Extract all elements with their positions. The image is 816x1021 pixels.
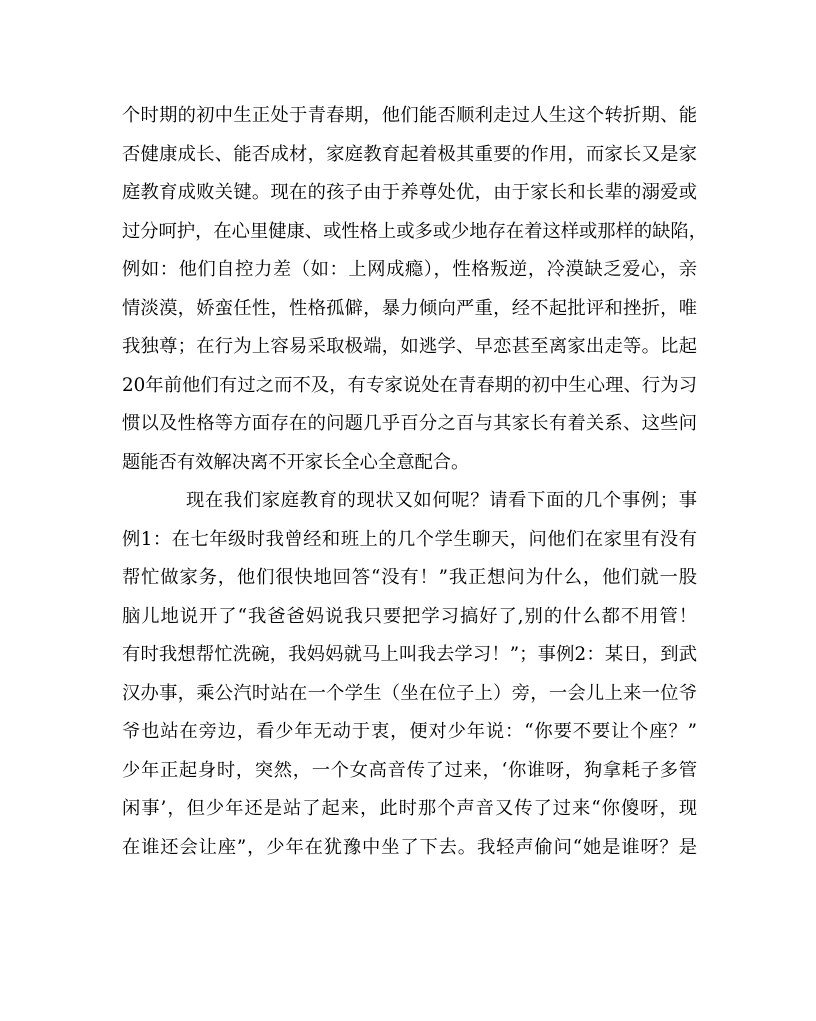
paragraph-1-line: 题能否有效解决离不开家长全心全意配合。	[122, 452, 470, 473]
paragraph-1-line: 过分呵护，在心里健康、或性格上或多或少地存在着这样或那样的缺陷，	[122, 221, 707, 242]
paragraph-1-line: 20年前他们有过之而不及，有专家说处在青春期的初中生心理、行为习	[122, 375, 697, 396]
paragraph-1-line: 惯以及性格等方面存在的问题几乎百分之百与其家长有着关系、这些问	[122, 413, 697, 434]
paragraph-2-line: 闲事’，但少年还是站了起来，此时那个声音又传了过来“你傻呀，现	[122, 798, 697, 819]
paragraph-2-line: 少年正起身时，突然，一个女高音传了过来，‘你谁呀，狗拿耗子多管	[122, 760, 697, 781]
paragraph-1-line: 例如：他们自控力差（如：上网成瘾），性格叛逆，冷漠缺乏爱心，亲	[122, 259, 697, 280]
paragraph-2-line: 现在我们家庭教育的现状又如何呢？请看下面的几个事例；事	[186, 490, 697, 511]
paragraph-1-line: 个时期的初中生正处于青春期，他们能否顺利走过人生这个转折期、能	[122, 105, 697, 126]
paragraph-1-line: 我独尊；在行为上容易采取极端，如逃学、早恋甚至离家出走等。比起	[122, 336, 697, 357]
paragraph-2-line: 汉办事，乘公汽时站在一个学生（坐在位子上）旁，一会儿上来一位爷	[122, 683, 697, 704]
paragraph-2-line: 帮忙做家务，他们很快地回答“没有！”我正想问为什么，他们就一股	[122, 567, 697, 588]
paragraph-2-line: 有时我想帮忙洗碗，我妈妈就马上叫我去学习！”；事例2：某日，到武	[122, 644, 697, 665]
paragraph-2-line: 在谁还会让座”，少年在犹豫中坐了下去。我轻声偷问“她是谁呀？是	[122, 837, 697, 858]
paragraph-2-line: 爷也站在旁边，看少年无动于衷，便对少年说：“你要不要让个座？”	[122, 721, 697, 742]
paragraph-1-line: 庭教育成败关键。现在的孩子由于养尊处优，由于家长和长辈的溺爱或	[122, 182, 697, 203]
paragraph-2-line: 例1：在七年级时我曾经和班上的几个学生聊天，问他们在家里有没有	[122, 529, 697, 550]
paragraph-1-line: 情淡漠，娇蛮任性，性格孤僻，暴力倾向严重，经不起批评和挫折，唯	[122, 298, 697, 319]
paragraph-2-line: 脑儿地说开了“我爸爸妈说我只要把学习搞好了,别的什么都不用管！	[122, 606, 697, 627]
paragraph-1-line: 否健康成长、能否成材，家庭教育起着极其重要的作用，而家长又是家	[122, 144, 697, 165]
